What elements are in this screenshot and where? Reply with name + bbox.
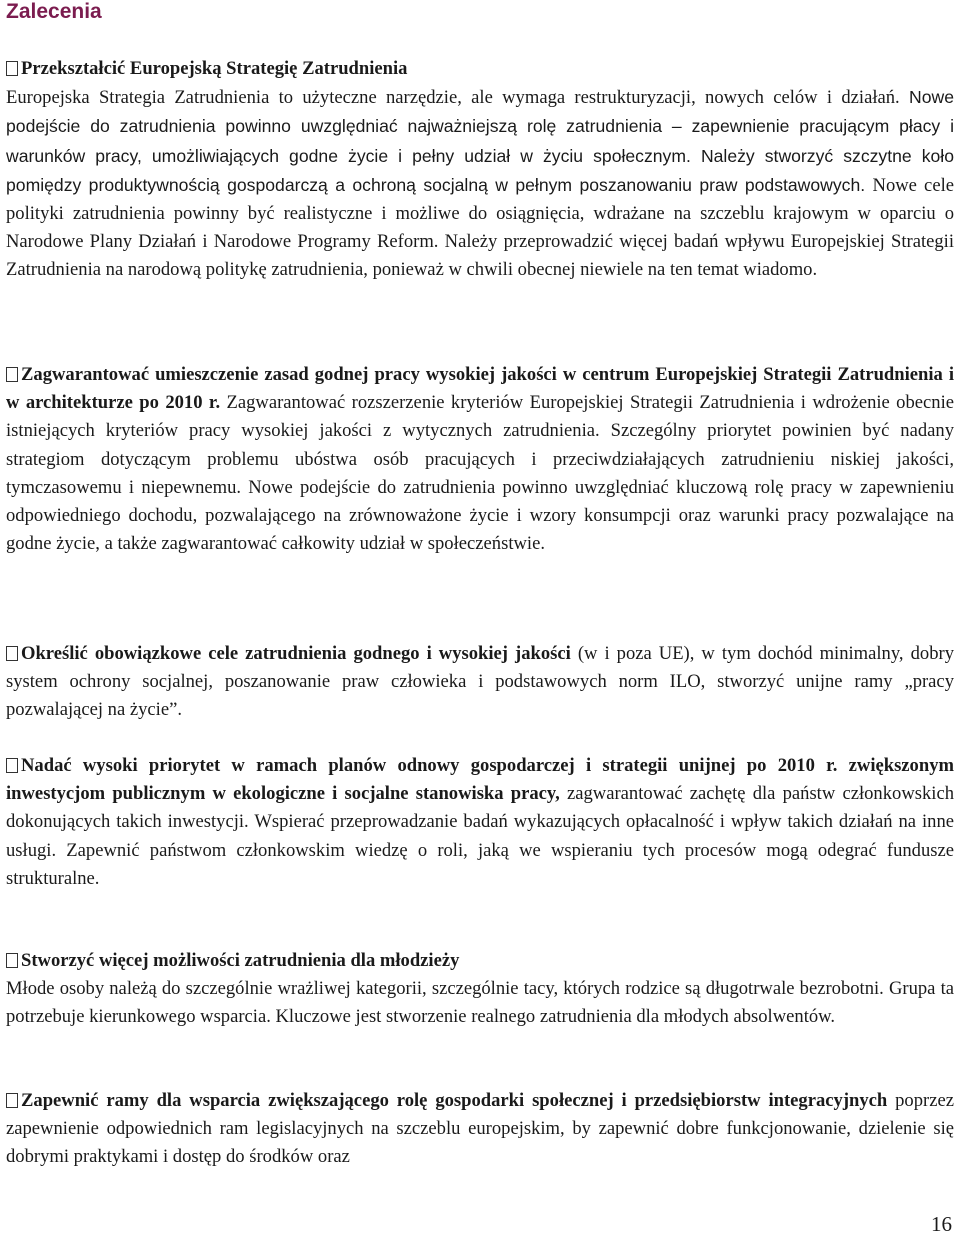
section-5 <box>6 947 954 1032</box>
section-3 <box>6 640 954 725</box>
section-text: poprzez zapewnienie odpowiednich ram legislacyjnych na szczeblu europejskim, by zapewnić dobre funkcjonowanie, dzielenie się dobrymi praktykami i dostęp do środków oraz <box>6 1090 954 1168</box>
checkbox-bullet-icon <box>6 953 18 968</box>
section-1 <box>6 55 954 285</box>
section-title: Przekształcić Europejską Strategię Zatrudnienia <box>21 58 408 79</box>
section-6 <box>6 1087 954 1172</box>
section-title: Stworzyć więcej możliwości zatrudnienia dla młodzieży <box>21 950 460 971</box>
section-text: Należy stworzyć szczytne koło pomiędzy produktywnością gospodarczą a ochroną socjalną w pełnym poszanowaniu praw podstawowych. <box>6 145 954 195</box>
checkbox-bullet-icon <box>6 367 18 382</box>
checkbox-bullet-icon <box>6 646 18 661</box>
section-text: Europejska Strategia Zatrudnienia to użyteczne narzędzie, ale wymaga restrukturyzacji, nowych celów i działań. <box>6 87 910 109</box>
section-4 <box>6 752 954 893</box>
section-text: Nowe cele polityki zatrudnienia powinny być realistyczne i możliwe do osiągnięcia, wdrażane na szczeblu krajowym w oparciu o Narodowe Plany Działań i Narodowe Programy Reform. Należy przeprowadzić więcej badań wpływu Europejskiej Strategii Zatrudnienia na narodową politykę zatrudnienia, ponieważ w chwili obecnej niewiele na ten temat wiadomo. <box>6 174 954 281</box>
checkbox-bullet-icon <box>6 758 18 773</box>
section-text: Nowe podejście do zatrudnienia powinno uwzględniać najważniejszą rolę zatrudnienia – zapewnienie pracującym płacy i warunków pracy, umożliwiających godne życie i pełny udział w życiu społecznym. <box>6 87 954 166</box>
section-title: Określić obowiązkowe cele zatrudnienia godnego i wysokiej jakości <box>21 643 571 664</box>
section-2 <box>6 361 954 558</box>
section-text: Młode osoby należą do szczególnie wrażliwej kategorii, szczególnie tacy, których rodzice są długotrwale bezrobotni. Grupa ta potrzebuje kierunkowego wsparcia. Kluczowe jest stworzenie realnego zatrudnienia dla młodych absolwentów. <box>6 978 954 1028</box>
section-text: Zagwarantować rozszerzenie kryteriów Europejskiej Strategii Zatrudnienia i wdrożenie obecnie istniejących kryteriów pracy wysokiej jakości z wytycznych zatrudnienia. Szczególny priorytet powinien być nadany strategiom dotyczącym problemu ubóstwa osób pracujących i przeciwdziałających zatrudnieniu niskiej jakości, tymczasowemu i niepewnemu. Nowe podejście do zatrudnienia powinno uwzględniać kluczową rolę pracy w zapewnieniu odpowiedniego dochodu, pozwalającego na zrównoważone życie i wzory konsumpcji oraz warunki pracy pozwalające na godne życie, a także zagwarantować całkowity udział w społeczeństwie. <box>6 392 954 555</box>
checkbox-bullet-icon <box>6 1093 18 1108</box>
section-text: zagwarantować zachętę dla państw członkowskich dokonujących takich inwestycji. Wspierać przeprowadzanie badań wykazujących opłacalność i wpływ takich działań na inne usługi. Zapewnić państwom członkowskim wiedzę o roli, jaką we wspieraniu tych procesów mogą odegrać fundusze strukturalne. <box>6 783 954 889</box>
page-number: 16 <box>931 1212 952 1236</box>
page-heading: Zalecenia <box>6 0 102 23</box>
section-title: Zagwarantować umieszczenie zasad godnej pracy wysokiej jakości w centrum Europejskiej Strategii Zatrudnienia i w architekturze po 2010 r. <box>6 364 954 414</box>
section-text: (w i poza UE), w tym dochód minimalny, dobry system ochrony socjalnej, poszanowanie praw człowieka i podstawowych norm ILO, stworzyć unijne ramy „pracy pozwalającej na życie”. <box>6 643 954 721</box>
section-title: Zapewnić ramy dla wsparcia zwiększającego rolę gospodarki społecznej i przedsiębiorstw integracyjnych <box>21 1090 888 1111</box>
section-title: Nadać wysoki priorytet w ramach planów odnowy gospodarczej i strategii unijnej po 2010 r. zwiększonym inwestycjom publicznym w ekologiczne i socjalne stanowiska pracy, <box>6 755 954 805</box>
checkbox-bullet-icon <box>6 61 18 76</box>
